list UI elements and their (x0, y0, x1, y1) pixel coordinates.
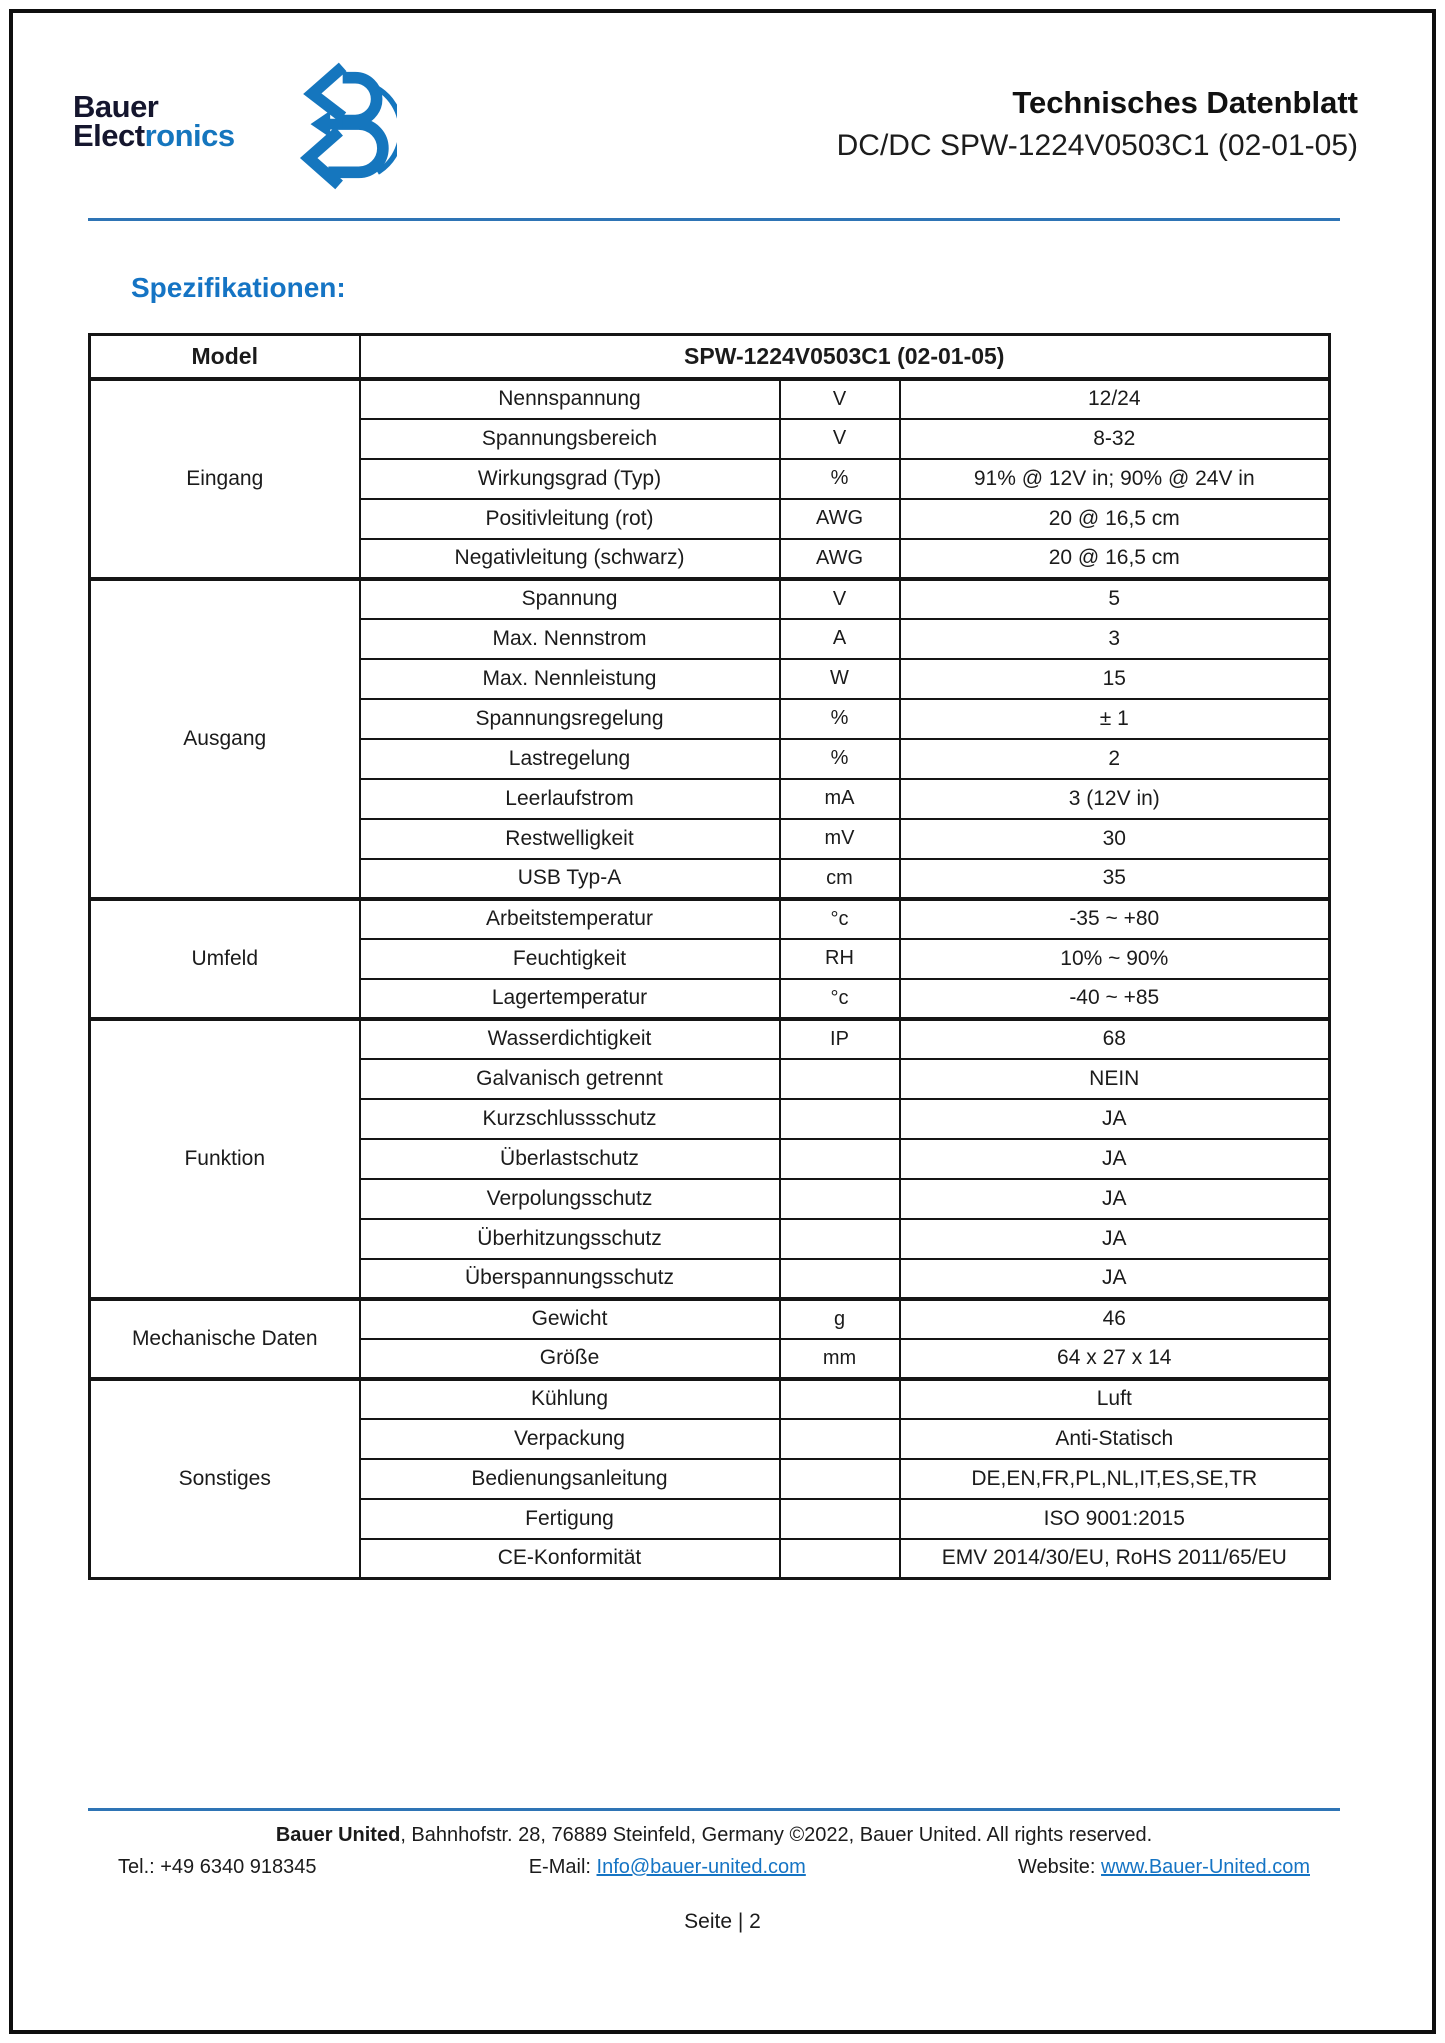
unit-cell: °c (780, 979, 900, 1019)
table-row (90, 1379, 1330, 1419)
param-cell: Verpackung (360, 1419, 780, 1459)
footer-website-label: Website: (1018, 1856, 1102, 1878)
page-number: Seite | 2 (684, 1910, 761, 1933)
section-label: Ausgang (90, 579, 360, 899)
unit-cell: °c (780, 899, 900, 939)
unit-cell: % (780, 739, 900, 779)
unit-cell (780, 1059, 900, 1099)
param-cell: Max. Nennstrom (360, 619, 780, 659)
value-cell: JA (900, 1219, 1330, 1259)
unit-cell: % (780, 459, 900, 499)
value-cell: -40 ~ +85 (900, 979, 1330, 1019)
param-cell: Spannung (360, 579, 780, 619)
param-cell: Überlastschutz (360, 1139, 780, 1179)
param-cell: Kurzschlussschutz (360, 1099, 780, 1139)
param-cell: Bedienungsanleitung (360, 1459, 780, 1499)
param-cell: CE-Konformität (360, 1539, 780, 1579)
value-cell: ± 1 (900, 699, 1330, 739)
unit-cell: A (780, 619, 900, 659)
value-cell: 8-32 (900, 419, 1330, 459)
section-label: Sonstiges (90, 1379, 360, 1579)
param-cell: Arbeitstemperatur (360, 899, 780, 939)
unit-cell (780, 1539, 900, 1579)
value-cell: Anti-Statisch (900, 1419, 1330, 1459)
footer-email-link[interactable]: Info@bauer-united.com (596, 1856, 806, 1878)
value-cell: DE,EN,FR,PL,NL,IT,ES,SE,TR (900, 1459, 1330, 1499)
param-cell: Galvanisch getrennt (360, 1059, 780, 1099)
value-cell: 64 x 27 x 14 (900, 1339, 1330, 1379)
param-cell: Leerlaufstrom (360, 779, 780, 819)
value-cell: 68 (900, 1019, 1330, 1059)
value-cell: 3 (900, 619, 1330, 659)
unit-cell: AWG (780, 539, 900, 579)
value-cell: 12/24 (900, 379, 1330, 419)
unit-cell: V (780, 419, 900, 459)
value-cell: JA (900, 1099, 1330, 1139)
logo-b-arrows-icon (283, 58, 397, 192)
unit-cell: mm (780, 1339, 900, 1379)
value-cell: 3 (12V in) (900, 779, 1330, 819)
section-label: Mechanische Daten (90, 1299, 360, 1379)
value-cell: NEIN (900, 1059, 1330, 1099)
value-cell: 30 (900, 819, 1330, 859)
footer-contacts (88, 1856, 1340, 1879)
value-cell: 46 (900, 1299, 1330, 1339)
value-cell: JA (900, 1139, 1330, 1179)
unit-cell: g (780, 1299, 900, 1339)
value-cell: 35 (900, 859, 1330, 899)
footer-email-label: E-Mail: (528, 1856, 597, 1878)
param-cell: Lagertemperatur (360, 979, 780, 1019)
value-cell: ISO 9001:2015 (900, 1499, 1330, 1539)
section-label: Funktion (90, 1019, 360, 1299)
document-header (837, 86, 1358, 163)
footer-divider (88, 1808, 1340, 1811)
value-cell: 2 (900, 739, 1330, 779)
unit-cell (780, 1179, 900, 1219)
param-cell: Feuchtigkeit (360, 939, 780, 979)
value-cell: 91% @ 12V in; 90% @ 24V in (900, 459, 1330, 499)
unit-cell (780, 1099, 900, 1139)
unit-cell: RH (780, 939, 900, 979)
model-label: Model (90, 335, 360, 379)
table-row (90, 1299, 1330, 1339)
table-header-row (90, 335, 1330, 379)
param-cell: Kühlung (360, 1379, 780, 1419)
param-cell: Wasserdichtigkeit (360, 1019, 780, 1059)
unit-cell (780, 1379, 900, 1419)
unit-cell (780, 1419, 900, 1459)
value-cell: 10% ~ 90% (900, 939, 1330, 979)
footer-email (529, 1856, 806, 1879)
param-cell: Restwelligkeit (360, 819, 780, 859)
param-cell: Verpolungsschutz (360, 1179, 780, 1219)
param-cell: Überhitzungsschutz (360, 1219, 780, 1259)
unit-cell: mV (780, 819, 900, 859)
unit-cell: % (780, 699, 900, 739)
value-cell: 15 (900, 659, 1330, 699)
param-cell: Nennspannung (360, 379, 780, 419)
value-cell: 5 (900, 579, 1330, 619)
logo-wordmark (73, 89, 235, 153)
unit-cell (780, 1499, 900, 1539)
table-row (90, 579, 1330, 619)
footer-website (1018, 1856, 1310, 1879)
unit-cell: W (780, 659, 900, 699)
footer-website-link[interactable]: www.Bauer-United.com (1101, 1856, 1310, 1878)
param-cell: Lastregelung (360, 739, 780, 779)
param-cell: Negativleitung (schwarz) (360, 539, 780, 579)
unit-cell: cm (780, 859, 900, 899)
param-cell: Spannungsregelung (360, 699, 780, 739)
footer-address-rest: , Bahnhofstr. 28, 76889 Steinfeld, Germany ©2022, Bauer United. All rights reserved. (400, 1824, 1153, 1846)
param-cell: Überspannungsschutz (360, 1259, 780, 1299)
value-cell: JA (900, 1259, 1330, 1299)
value-cell: EMV 2014/30/EU, RoHS 2011/65/EU (900, 1539, 1330, 1579)
value-cell: 20 @ 16,5 cm (900, 499, 1330, 539)
footer-company: Bauer United (275, 1824, 401, 1846)
header-divider (88, 218, 1340, 221)
param-cell: Wirkungsgrad (Typ) (360, 459, 780, 499)
param-cell: Max. Nennleistung (360, 659, 780, 699)
model-value: SPW-1224V0503C1 (02-01-05) (360, 335, 1330, 379)
logo-line1: Bauer (73, 89, 159, 124)
footer-address (88, 1824, 1340, 1847)
unit-cell (780, 1459, 900, 1499)
unit-cell (780, 1259, 900, 1299)
unit-cell: mA (780, 779, 900, 819)
table-row (90, 1019, 1330, 1059)
footer-telephone: Tel.: +49 6340 918345 (118, 1856, 317, 1878)
param-cell: Gewicht (360, 1299, 780, 1339)
table-row (90, 379, 1330, 419)
document-title: Technisches Datenblatt (1012, 85, 1358, 120)
value-cell: Luft (900, 1379, 1330, 1419)
param-cell: Fertigung (360, 1499, 780, 1539)
value-cell: -35 ~ +80 (900, 899, 1330, 939)
table-row (90, 899, 1330, 939)
spec-table (88, 333, 1331, 1580)
section-label: Umfeld (90, 899, 360, 1019)
unit-cell: V (780, 379, 900, 419)
logo-line2-blue: ronics (144, 118, 235, 153)
unit-cell (780, 1139, 900, 1179)
unit-cell (780, 1219, 900, 1259)
value-cell: JA (900, 1179, 1330, 1219)
document-subtitle: DC/DC SPW-1224V0503C1 (02-01-05) (836, 129, 1358, 162)
param-cell: USB Typ-A (360, 859, 780, 899)
logo-line2 (73, 118, 235, 153)
param-cell: Spannungsbereich (360, 419, 780, 459)
param-cell: Größe (360, 1339, 780, 1379)
unit-cell: V (780, 579, 900, 619)
unit-cell: IP (780, 1019, 900, 1059)
param-cell: Positivleitung (rot) (360, 499, 780, 539)
value-cell: 20 @ 16,5 cm (900, 539, 1330, 579)
logo-line2-dark: Elect (73, 118, 145, 153)
unit-cell: AWG (780, 499, 900, 539)
section-heading: Spezifikationen: (131, 272, 346, 303)
spec-table-container (88, 333, 1331, 1580)
section-label: Eingang (90, 379, 360, 579)
